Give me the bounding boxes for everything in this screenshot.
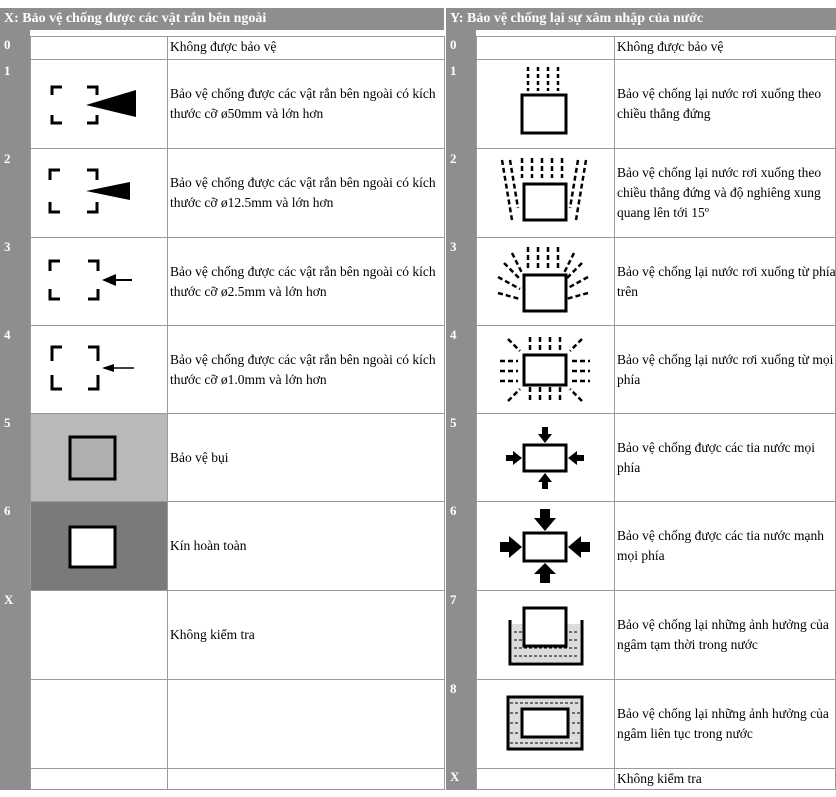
left-row-num: 4 [4,327,11,342]
left-row-text: Kín hoàn toàn [170,538,247,553]
right-row-num: 7 [450,592,457,607]
water-jets-icon [476,413,615,502]
left-row-num: 2 [4,151,11,166]
left-row-text: Bảo vệ chống được các vật rắn bên ngoài có kích thước cỡ ø2.5mm và lớn hơn [170,263,436,299]
left-row-text: Không được bảo vệ [170,39,277,54]
right-row-text: Bảo vệ chống lại nước rơi xuống từ phía trên [617,263,836,299]
left-icon-cell [30,590,168,680]
left-row-num: 6 [4,503,11,518]
right-row-num: 5 [450,415,457,430]
right-row-text: Bảo vệ chống được các tia nước mọi phía [617,439,815,475]
right-row-text: Bảo vệ chống lại nước rơi xuống theo chiều thẳng đứng [617,86,822,121]
solid-12mm-icon [30,148,168,238]
right-row-text: Bảo vệ chống được các tia nước mạnh mọi phía [617,528,824,563]
water-all-directions-icon [476,325,615,414]
left-row-num: X [4,592,14,607]
right-header: Y: Bảo vệ chống lại sự xâm nhập của nước [446,8,836,30]
left-row-num: 5 [4,415,11,430]
left-icon-cell [30,679,168,769]
left-row-num: 0 [4,37,11,52]
continuous-immersion-icon [476,679,615,769]
left-row-num: 1 [4,63,11,78]
left-text-cell [167,679,445,769]
temporary-immersion-icon [476,590,615,680]
left-row-text: Bảo vệ chống được các vật rắn bên ngoài có kích thước cỡ ø12.5mm và lớn hơn [170,175,436,210]
dust-box-icon [30,413,168,502]
solid-2mm-icon [30,237,168,326]
right-row-num: 6 [450,503,457,518]
water-vertical-icon [476,59,615,149]
right-row-text: Bảo vệ chống lại nước rơi xuống từ mọi phía [617,351,834,387]
left-row-num: 3 [4,239,11,254]
left-row-text: Bảo vệ chống được các vật rắn bên ngoài có kích thước cỡ ø1.0mm và lớn hơn [170,351,436,387]
left-row-text: Bảo vệ bụi [170,449,229,465]
sealed-box-icon [30,501,168,591]
left-icon-cell [30,768,168,790]
left-row-text: Bảo vệ chống được các vật rắn bên ngoài có kích thước cỡ ø50mm và lớn hơn [170,86,436,121]
left-text-cell [167,768,445,790]
powerful-jets-icon [476,501,615,591]
left-row-text: Không kiểm tra [170,627,255,642]
water-above-icon [476,237,615,326]
right-row-num: 8 [450,681,457,696]
solid-50mm-icon [30,59,168,149]
right-row-num: 2 [450,151,457,166]
right-icon-cell [476,768,615,790]
right-row-num: 4 [450,327,457,342]
right-row-num: 3 [450,239,457,254]
right-number-bar [446,30,476,790]
right-row-text: Không được bảo vệ [617,39,724,54]
right-row-text: Bảo vệ chống lại những ảnh hưởng của ngâm tạm thời trong nước [617,617,829,652]
right-row-text: Không kiểm tra [617,771,702,786]
solid-1mm-icon [30,325,168,414]
right-row-text: Bảo vệ chống lại nước rơi xuống theo chiều thẳng đứng và độ nghiêng xung quang lên tới 15º [617,165,822,220]
water-15deg-icon [476,148,615,238]
right-row-num: 0 [450,37,457,52]
right-row-text: Bảo vệ chống lại những ảnh hưởng của ngâm liên tục trong nước [617,706,829,741]
left-number-bar [0,30,30,790]
left-header: X: Bảo vệ chống được các vật rắn bên ngoài [0,8,444,30]
left-icon-cell [30,36,168,60]
right-icon-cell [476,36,615,60]
right-row-num: 1 [450,63,457,78]
right-row-num: X [450,769,460,784]
